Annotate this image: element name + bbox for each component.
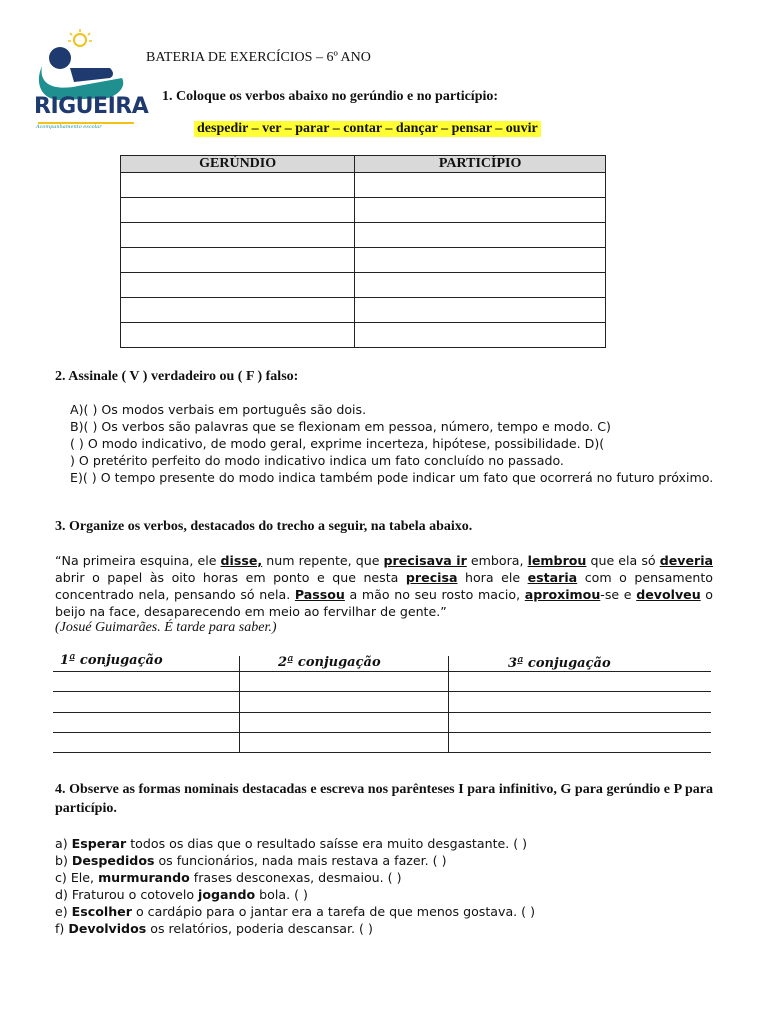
q1-answer-row xyxy=(121,223,606,248)
q3-quote xyxy=(55,552,713,620)
q1-answer-cell[interactable] xyxy=(121,248,355,273)
q1-answer-cell[interactable] xyxy=(355,248,606,273)
q3-row-line xyxy=(53,732,711,733)
q3-row-line xyxy=(53,671,711,672)
q4-item-form: jogando xyxy=(198,887,256,902)
q2-line: A)( ) Os modos verbais em português são dois. xyxy=(70,402,367,417)
q4-item-prefix: f) xyxy=(55,921,69,936)
q2-line: ( ) O modo indicativo, de modo geral, exprime incerteza, hipótese, possibilidade. D)( xyxy=(70,436,605,451)
q4-item xyxy=(55,920,535,937)
q1-answer-cell[interactable] xyxy=(355,223,606,248)
q1-answer-cell[interactable] xyxy=(121,298,355,323)
q4-item xyxy=(55,903,535,920)
logo-tagline: Acompanhamento escolar xyxy=(36,124,102,130)
quote-text: o beijo na face, desaparecendo em meio ao fervilhar de gente.” xyxy=(55,587,714,619)
highlighted-verb: devolveu xyxy=(636,587,701,602)
q1-answer-row xyxy=(121,298,606,323)
q2-options xyxy=(70,401,720,486)
q2-title: 2. Assinale ( V ) verdadeiro ou ( F ) falso: xyxy=(55,369,299,384)
q3-row-line xyxy=(53,752,711,753)
q3-row-line xyxy=(53,691,711,692)
q1-answer-cell[interactable] xyxy=(355,198,606,223)
q4-item-form: Despedidos xyxy=(71,853,155,868)
q4-title: 4. Observe as formas nominais destacadas e escreva nos parênteses I para infinitivo, G para gerúndio e P para particípio. xyxy=(55,782,713,816)
quote-text: com o pensamento concentrado nela, pensando só nela. xyxy=(55,570,713,602)
q1-answer-cell[interactable] xyxy=(121,323,355,348)
q4-item-form: Devolvidos xyxy=(68,921,147,936)
q4-item xyxy=(55,852,535,869)
q4-item-rest: os funcionários, nada mais restava a fazer. ( ) xyxy=(154,853,447,868)
q1-answer-row xyxy=(121,323,606,348)
q1-answer-row xyxy=(121,173,606,198)
q4-item-form: murmurando xyxy=(98,870,190,885)
q4-item xyxy=(55,886,535,903)
quote-text: -se e xyxy=(600,587,637,602)
q1-answer-row xyxy=(121,273,606,298)
q4-item-form: Esperar xyxy=(71,836,127,851)
q4-item-prefix: a) xyxy=(55,836,72,851)
highlighted-verb: aproximou xyxy=(524,587,601,602)
q4-item xyxy=(55,835,535,852)
q4-item-rest: bola. ( ) xyxy=(255,887,308,902)
quote-text: abrir o papel às oito horas em ponto e que nesta xyxy=(55,570,406,585)
quote-text: hora ele xyxy=(457,570,528,585)
q2-line: ) O pretérito perfeito do modo indicativo indica um fato concluído no passado. xyxy=(70,453,564,468)
q1-col-participio: PARTICÍPIO xyxy=(355,156,606,173)
q4-item-prefix: c) Ele, xyxy=(55,870,99,885)
school-logo xyxy=(30,28,149,134)
q3-col-divider xyxy=(239,656,240,752)
quote-text: num repente, que xyxy=(262,553,384,568)
logo-text: RIGUEIRA xyxy=(34,94,149,119)
q1-col-gerundio: GERÚNDIO xyxy=(121,156,355,173)
q4-item-prefix: b) xyxy=(55,853,72,868)
q3-col-first: 1ª conjugação xyxy=(60,653,163,668)
q4-item-prefix: e) xyxy=(55,904,72,919)
q1-answer-cell[interactable] xyxy=(355,273,606,298)
q4-item xyxy=(55,869,535,886)
quote-text: “Na primeira esquina, ele xyxy=(55,553,221,568)
page-title: BATERIA DE EXERCÍCIOS – 6º ANO xyxy=(146,50,371,65)
q3-col-second: 2ª conjugação xyxy=(278,655,381,670)
q1-answer-row xyxy=(121,248,606,273)
highlighted-verb: precisava ir xyxy=(383,553,467,568)
q1-answer-cell[interactable] xyxy=(355,173,606,198)
q4-item-rest: todos os dias que o resultado saísse era muito desgastante. ( ) xyxy=(126,836,528,851)
q1-title: 1. Coloque os verbos abaixo no gerúndio e no particípio: xyxy=(162,89,499,104)
q3-col-divider xyxy=(448,656,449,752)
q1-answer-cell[interactable] xyxy=(355,298,606,323)
q4-item-rest: o cardápio para o jantar era a tarefa de que menos gostava. ( ) xyxy=(131,904,535,919)
q1-answer-cell[interactable] xyxy=(121,198,355,223)
q1-answer-cell[interactable] xyxy=(121,223,355,248)
q4-item-prefix: d) Fraturou o cotovelo xyxy=(55,887,199,902)
q3-col-third: 3ª conjugação xyxy=(508,656,611,671)
q2-line: B)( ) Os verbos são palavras que se flexionam em pessoa, número, tempo e modo. C) xyxy=(70,419,611,434)
highlighted-verb: precisa xyxy=(405,570,458,585)
q4-item-rest: os relatórios, poderia descansar. ( ) xyxy=(146,921,373,936)
q4-item-rest: frases desconexas, desmaiou. ( ) xyxy=(189,870,402,885)
highlighted-verb: deveria xyxy=(659,553,714,568)
q2-line: E)( ) O tempo presente do modo indica também pode indicar um fato que ocorrerá no futuro próximo. xyxy=(70,470,714,485)
highlighted-verb: disse, xyxy=(220,553,263,568)
q1-answer-cell[interactable] xyxy=(121,273,355,298)
q3-title: 3. Organize os verbos, destacados do trecho a seguir, na tabela abaixo. xyxy=(55,519,473,534)
highlighted-verb: Passou xyxy=(294,587,345,602)
q1-answer-cell[interactable] xyxy=(355,323,606,348)
q1-table xyxy=(120,155,606,348)
q1-verbs: despedir – ver – parar – contar – dançar – pensar – ouvir xyxy=(194,121,541,137)
q4-items xyxy=(55,835,535,937)
q1-answer-row xyxy=(121,198,606,223)
quote-text: que ela só xyxy=(586,553,660,568)
q4-item-form: Escolher xyxy=(71,904,132,919)
quote-text: a mão no seu rosto macio, xyxy=(344,587,525,602)
q3-source: (Josué Guimarães. É tarde para saber.) xyxy=(55,620,277,635)
quote-text: embora, xyxy=(466,553,528,568)
highlighted-verb: estaria xyxy=(527,570,578,585)
q3-row-line xyxy=(53,712,711,713)
q1-answer-cell[interactable] xyxy=(121,173,355,198)
highlighted-verb: lembrou xyxy=(527,553,587,568)
